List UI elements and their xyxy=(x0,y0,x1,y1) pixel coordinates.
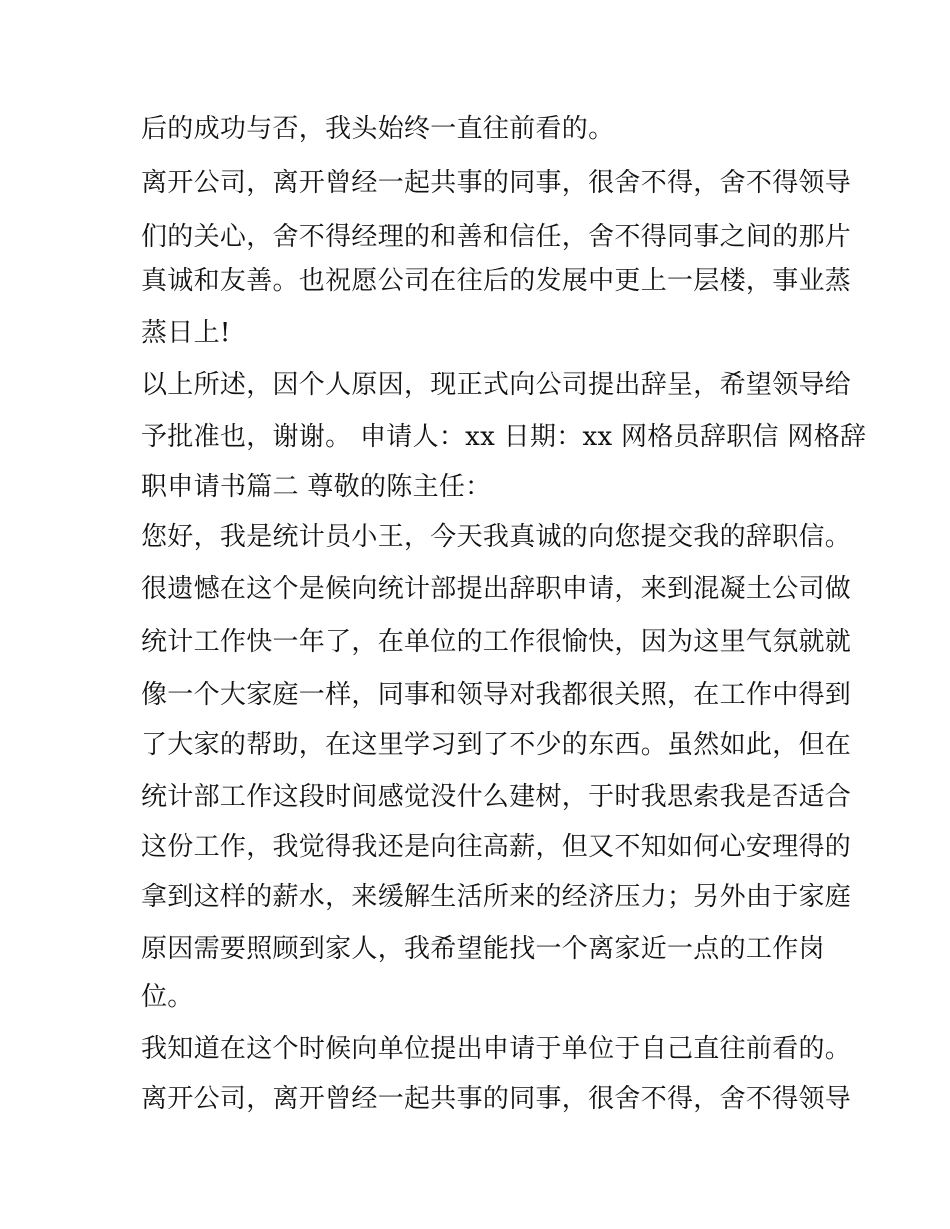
text-line: 像一个大家庭一样，同事和领导对我都很关照，在工作中得到 xyxy=(141,680,852,710)
text-line: 拿到这样的薪水，来缓解生活所来的经济压力；另外由于家庭 xyxy=(141,882,852,912)
text-line: 后的成功与否，我头始终一直往前看的。 xyxy=(141,114,615,144)
text-line: 予批准也，谢谢。 申请人：xx 日期：xx 网格员辞职信 网格辞 xyxy=(141,422,867,452)
text-line: 这份工作，我觉得我还是向往高薪，但又不知如何心安理得的 xyxy=(141,832,852,862)
text-line: 统计工作快一年了，在单位的工作很愉快，因为这里气氛就就 xyxy=(141,627,852,657)
text-line: 原因需要照顾到家人，我希望能找一个离家近一点的工作岗 xyxy=(141,934,825,964)
text-line: 们的关心，舍不得经理的和善和信任，舍不得同事之间的那片 xyxy=(141,222,852,252)
text-line: 了大家的帮助，在这里学习到了不少的东西。虽然如此，但在 xyxy=(141,730,852,760)
text-line: 统计部工作这段时间感觉没什么建树，于时我思索我是否适合 xyxy=(141,782,852,812)
text-line: 以上所述，因个人原因，现正式向公司提出辞呈，希望领导给 xyxy=(141,370,852,400)
text-line: 职申请书篇二 尊敬的陈主任： xyxy=(141,472,492,502)
text-line: 离开公司，离开曾经一起共事的同事，很舍不得，舍不得领导 xyxy=(141,1084,852,1114)
text-line: 您好，我是统计员小王，今天我真诚的向您提交我的辞职信。 xyxy=(141,522,852,552)
text-line: 位。 xyxy=(141,982,194,1012)
text-line: 真诚和友善。也祝愿公司在往后的发展中更上一层楼，事业蒸 xyxy=(141,266,852,296)
text-line: 很遗憾在这个是候向统计部提出辞职申请，来到混凝土公司做 xyxy=(141,574,852,604)
text-line: 离开公司，离开曾经一起共事的同事，很舍不得，舍不得领导 xyxy=(141,168,852,198)
text-line: 蒸日上! xyxy=(141,318,231,348)
text-line: 我知道在这个时候向单位提出申请于单位于自己直往前看的。 xyxy=(141,1034,852,1064)
